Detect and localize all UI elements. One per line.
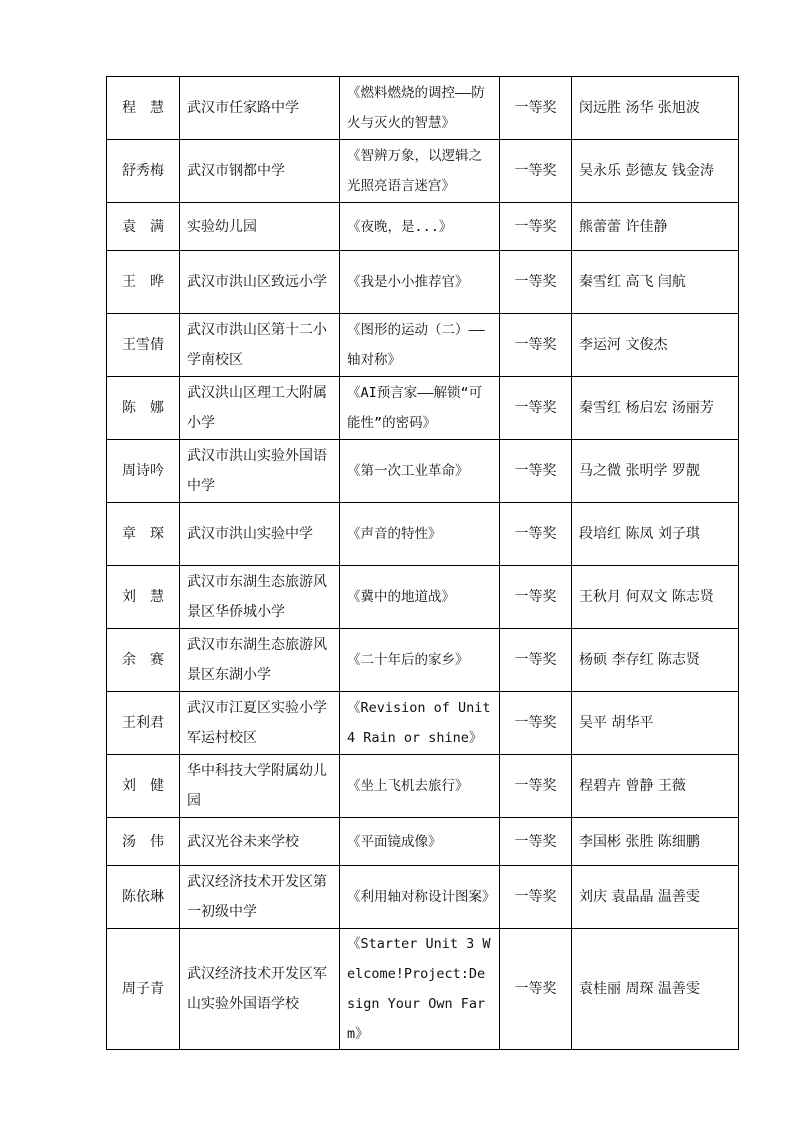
school-cell (180, 566, 340, 629)
lesson-title: 《平面镜成像》 (347, 833, 442, 850)
table-row (107, 755, 739, 818)
teacher-name-cell (107, 251, 180, 314)
school-cell (180, 503, 340, 566)
teacher-name: 刘 健 (122, 778, 164, 794)
school-name: 华中科技大学附属幼儿园 (187, 763, 327, 809)
award-cell (500, 755, 572, 818)
award-level: 一等奖 (514, 981, 557, 997)
teacher-name: 王利君 (122, 715, 164, 731)
award-table (106, 76, 739, 1050)
tutor-names: 杨硕 李存红 陈志贤 (579, 652, 700, 668)
lesson-title: 《智辨万象，以逻辑之光照亮语言迷宫》 (347, 148, 482, 194)
tutors-cell (572, 866, 739, 929)
lesson-title-cell (340, 866, 500, 929)
lesson-title-cell (340, 77, 500, 140)
teacher-name: 陈依琳 (122, 889, 164, 905)
tutor-names: 秦雪红 杨启宏 汤丽芳 (579, 400, 714, 416)
lesson-title-cell (340, 440, 500, 503)
award-cell (500, 503, 572, 566)
lesson-title-cell (340, 251, 500, 314)
award-level: 一等奖 (514, 715, 557, 731)
teacher-name: 章 琛 (122, 526, 164, 542)
table-row (107, 629, 739, 692)
award-cell (500, 629, 572, 692)
tutor-names: 吴平 胡华平 (579, 715, 654, 731)
tutors-cell (572, 692, 739, 755)
school-cell (180, 629, 340, 692)
lesson-title-cell (340, 629, 500, 692)
teacher-name: 陈 娜 (122, 400, 164, 416)
tutor-names: 李国彬 张胜 陈细鹏 (579, 833, 700, 850)
lesson-title-cell (340, 140, 500, 203)
tutor-names: 闵远胜 汤华 张旭波 (579, 100, 700, 116)
award-cell (500, 929, 572, 1050)
lesson-title-cell (340, 203, 500, 251)
lesson-title-cell (340, 755, 500, 818)
table-row (107, 566, 739, 629)
table-row (107, 503, 739, 566)
tutor-names: 马之微 张明学 罗靓 (579, 463, 700, 479)
lesson-title-cell (340, 377, 500, 440)
tutors-cell (572, 377, 739, 440)
award-level: 一等奖 (514, 400, 557, 416)
table-row (107, 77, 739, 140)
tutors-cell (572, 566, 739, 629)
teacher-name-cell (107, 377, 180, 440)
lesson-title: 《第一次工业革命》 (347, 463, 469, 479)
tutor-names: 吴永乐 彭德友 钱金涛 (579, 163, 714, 179)
award-level: 一等奖 (514, 526, 557, 542)
school-cell (180, 692, 340, 755)
teacher-name-cell (107, 929, 180, 1050)
teacher-name-cell (107, 566, 180, 629)
award-cell (500, 692, 572, 755)
award-level: 一等奖 (514, 652, 557, 668)
lesson-title: 《利用轴对称设计图案》 (347, 889, 496, 905)
award-cell (500, 566, 572, 629)
lesson-title: 《图形的运动（二）——轴对称》 (347, 322, 485, 368)
school-name: 武汉市东湖生态旅游风景区华侨城小学 (187, 574, 327, 620)
award-table-body (107, 77, 739, 1050)
lesson-title: 《Starter Unit 3 Welcome!Project:Design Your Own Farm》 (347, 936, 491, 1042)
tutors-cell (572, 755, 739, 818)
teacher-name-cell (107, 755, 180, 818)
table-row (107, 140, 739, 203)
tutor-names: 袁桂丽 周琛 温善雯 (579, 981, 700, 997)
school-name: 武汉经济技术开发区军山实验外国语学校 (187, 966, 327, 1012)
table-row (107, 377, 739, 440)
tutors-cell (572, 314, 739, 377)
award-cell (500, 818, 572, 866)
tutor-names: 李运河 文俊杰 (579, 337, 668, 353)
table-row (107, 692, 739, 755)
lesson-title-cell (340, 929, 500, 1050)
award-level: 一等奖 (514, 889, 557, 905)
lesson-title: 《声音的特性》 (347, 526, 442, 542)
award-level: 一等奖 (514, 163, 557, 179)
lesson-title-cell (340, 692, 500, 755)
table-row (107, 251, 739, 314)
lesson-title: 《冀中的地道战》 (347, 589, 455, 605)
award-level: 一等奖 (514, 337, 557, 353)
school-cell (180, 251, 340, 314)
award-cell (500, 77, 572, 140)
award-level: 一等奖 (514, 833, 557, 850)
tutors-cell (572, 629, 739, 692)
tutor-names: 程碧卉 曾静 王薇 (579, 778, 686, 794)
school-cell (180, 866, 340, 929)
school-cell (180, 377, 340, 440)
teacher-name: 汤 伟 (122, 833, 164, 850)
school-name: 武汉市洪山区致远小学 (187, 274, 327, 290)
lesson-title: 《燃料燃烧的调控——防火与灭火的智慧》 (347, 85, 485, 131)
award-level: 一等奖 (514, 218, 557, 235)
teacher-name-cell (107, 77, 180, 140)
lesson-title: 《二十年后的家乡》 (347, 652, 469, 668)
school-cell (180, 755, 340, 818)
school-name: 武汉市东湖生态旅游风景区东湖小学 (187, 637, 327, 683)
teacher-name-cell (107, 440, 180, 503)
tutor-names: 熊蕾蕾 许佳静 (579, 218, 668, 235)
school-name: 武汉市洪山实验外国语中学 (187, 448, 327, 494)
tutors-cell (572, 251, 739, 314)
teacher-name: 周子青 (122, 981, 164, 997)
table-row (107, 440, 739, 503)
tutors-cell (572, 140, 739, 203)
teacher-name-cell (107, 629, 180, 692)
table-row (107, 314, 739, 377)
teacher-name: 舒秀梅 (122, 163, 164, 179)
school-name: 武汉市任家路中学 (187, 100, 299, 116)
school-name: 武汉市洪山实验中学 (187, 526, 313, 542)
teacher-name: 刘 慧 (122, 589, 164, 605)
school-name: 实验幼儿园 (187, 218, 257, 235)
teacher-name-cell (107, 203, 180, 251)
award-level: 一等奖 (514, 778, 557, 794)
tutors-cell (572, 203, 739, 251)
tutor-names: 秦雪红 高飞 闫航 (579, 274, 686, 290)
teacher-name-cell (107, 818, 180, 866)
teacher-name-cell (107, 140, 180, 203)
lesson-title: 《Revision of Unit4 Rain or shine》 (347, 700, 491, 746)
school-name: 武汉市江夏区实验小学军运村校区 (187, 700, 327, 746)
award-cell (500, 377, 572, 440)
school-cell (180, 77, 340, 140)
school-name: 武汉市钢都中学 (187, 163, 285, 179)
school-name: 武汉经济技术开发区第一初级中学 (187, 874, 327, 920)
lesson-title-cell (340, 503, 500, 566)
teacher-name: 王雪倩 (122, 337, 164, 353)
award-cell (500, 314, 572, 377)
school-name: 武汉光谷未来学校 (187, 833, 299, 850)
teacher-name-cell (107, 314, 180, 377)
award-level: 一等奖 (514, 100, 557, 116)
teacher-name-cell (107, 866, 180, 929)
award-cell (500, 866, 572, 929)
tutor-names: 刘庆 袁晶晶 温善雯 (579, 889, 700, 905)
tutors-cell (572, 77, 739, 140)
lesson-title: 《我是小小推荐官》 (347, 274, 469, 290)
school-cell (180, 818, 340, 866)
award-level: 一等奖 (514, 274, 557, 290)
school-cell (180, 929, 340, 1050)
tutors-cell (572, 503, 739, 566)
teacher-name: 袁 满 (122, 218, 164, 235)
school-name: 武汉洪山区理工大附属小学 (187, 385, 327, 431)
school-cell (180, 203, 340, 251)
lesson-title-cell (340, 566, 500, 629)
school-name: 武汉市洪山区第十二小学南校区 (187, 322, 327, 368)
school-cell (180, 140, 340, 203)
teacher-name: 周诗吟 (122, 463, 164, 479)
table-row (107, 203, 739, 251)
award-level: 一等奖 (514, 589, 557, 605)
tutors-cell (572, 818, 739, 866)
teacher-name: 王 晔 (122, 274, 164, 290)
teacher-name-cell (107, 503, 180, 566)
tutor-names: 王秋月 何双文 陈志贤 (579, 589, 714, 605)
award-cell (500, 140, 572, 203)
award-cell (500, 203, 572, 251)
school-cell (180, 314, 340, 377)
table-row (107, 818, 739, 866)
teacher-name-cell (107, 692, 180, 755)
table-row (107, 929, 739, 1050)
school-cell (180, 440, 340, 503)
teacher-name: 程 慧 (122, 100, 164, 116)
lesson-title-cell (340, 314, 500, 377)
tutor-names: 段培红 陈凤 刘子琪 (579, 526, 700, 542)
award-level: 一等奖 (514, 463, 557, 479)
tutors-cell (572, 929, 739, 1050)
table-row (107, 866, 739, 929)
tutors-cell (572, 440, 739, 503)
award-cell (500, 251, 572, 314)
lesson-title: 《AI预言家——解锁“可能性”的密码》 (347, 385, 483, 431)
award-table-page (106, 76, 738, 1050)
lesson-title-cell (340, 818, 500, 866)
teacher-name: 余 赛 (122, 652, 164, 668)
lesson-title: 《坐上飞机去旅行》 (347, 778, 469, 794)
lesson-title: 《夜晚，是...》 (347, 218, 453, 235)
award-cell (500, 440, 572, 503)
